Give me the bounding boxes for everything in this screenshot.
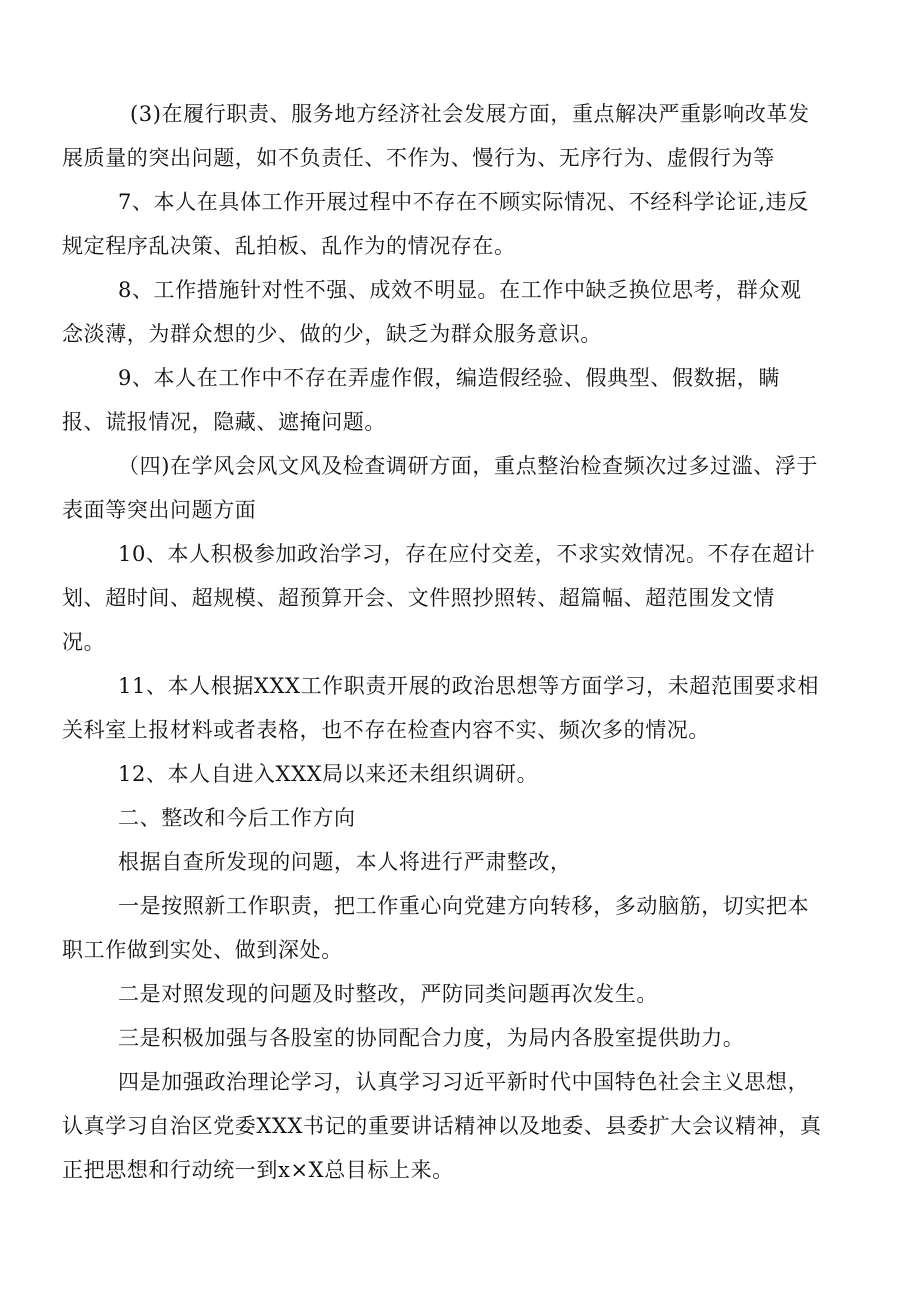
paragraph-measure-4-line-1: 四是加强政治理论学习，认真学习习近平新时代中国特色社会主义思想， (118, 1070, 810, 1094)
paragraph-item-9-line-1: 9、本人在工作中不存在弄虚作假，编造假经验、假典型、假数据，瞒 (118, 366, 780, 390)
paragraph-item-8-line-1: 8、工作措施针对性不强、成效不明显。在工作中缺乏换位思考，群众观 (118, 278, 802, 302)
paragraph-intro-line-1: 根据自查所发现的问题，本人将进行严肃整改， (118, 850, 572, 874)
paragraph-measure-2-line-1: 二是对照发现的问题及时整改，严防同类问题再次发生。 (118, 982, 658, 1006)
paragraph-section-4-line-1: （四)在学风会风文风及检查调研方面，重点整治检查频次过多过滥、浮于 (118, 454, 818, 478)
paragraph-item-7-line-2: 规定程序乱决策、乱拍板、乱作为的情况存在。 (62, 234, 516, 258)
paragraph-measure-4-line-2: 认真学习自治区党委XXX书记的重要讲话精神以及地委、县委扩大会议精神，真 (62, 1114, 822, 1138)
section-heading-rectification: 二、整改和今后工作方向 (118, 806, 356, 830)
paragraph-item-11-line-2: 关科室上报材料或者表格，也不存在检查内容不实、频次多的情况。 (62, 718, 710, 742)
paragraph-item-7-line-1: 7、本人在具体工作开展过程中不存在不顾实际情况、不经科学论证,违反 (118, 190, 809, 214)
paragraph-item-11-line-1: 11、本人根据XXX工作职责开展的政治思想等方面学习，未超范围要求相 (118, 674, 819, 698)
paragraph-item-10-line-2: 划、超时间、超规模、超预算开会、文件照抄照转、超篇幅、超范围发文情 (62, 586, 775, 610)
paragraph-measure-1-line-1: 一是按照新工作职责，把工作重心向党建方向转移，多动脑筋，切实把本 (118, 894, 810, 918)
paragraph-section-4-line-2: 表面等突出问题方面 (62, 498, 257, 522)
paragraph-item-10-line-1: 10、本人积极参加政治学习，存在应付交差，不求实效情况。不存在超计 (118, 542, 816, 566)
paragraph-item-8-line-2: 念淡薄，为群众想的少、做的少，缺乏为群众服务意识。 (62, 322, 602, 346)
paragraph-item-12-line-1: 12、本人自进入XXX局以来还未组织调研。 (118, 762, 539, 786)
paragraph-measure-3-line-1: 三是积极加强与各股室的协同配合力度，为局内各股室提供助力。 (118, 1026, 745, 1050)
paragraph-measure-4-line-3: 正把思想和行动统一到x×X总目标上来。 (62, 1158, 454, 1182)
paragraph-item-3-line-2: 展质量的突出问题，如不负责任、不作为、慢行为、无序行为、虚假行为等 (62, 146, 775, 170)
paragraph-item-3-line-1: (3)在履行职责、服务地方经济社会发展方面，重点解决严重影响改革发 (130, 102, 810, 126)
paragraph-measure-1-line-2: 职工作做到实处、做到深处。 (62, 938, 343, 962)
paragraph-item-9-line-2: 报、谎报情况，隐藏、遮掩问题。 (62, 410, 386, 434)
paragraph-item-10-line-3: 况。 (62, 630, 106, 654)
